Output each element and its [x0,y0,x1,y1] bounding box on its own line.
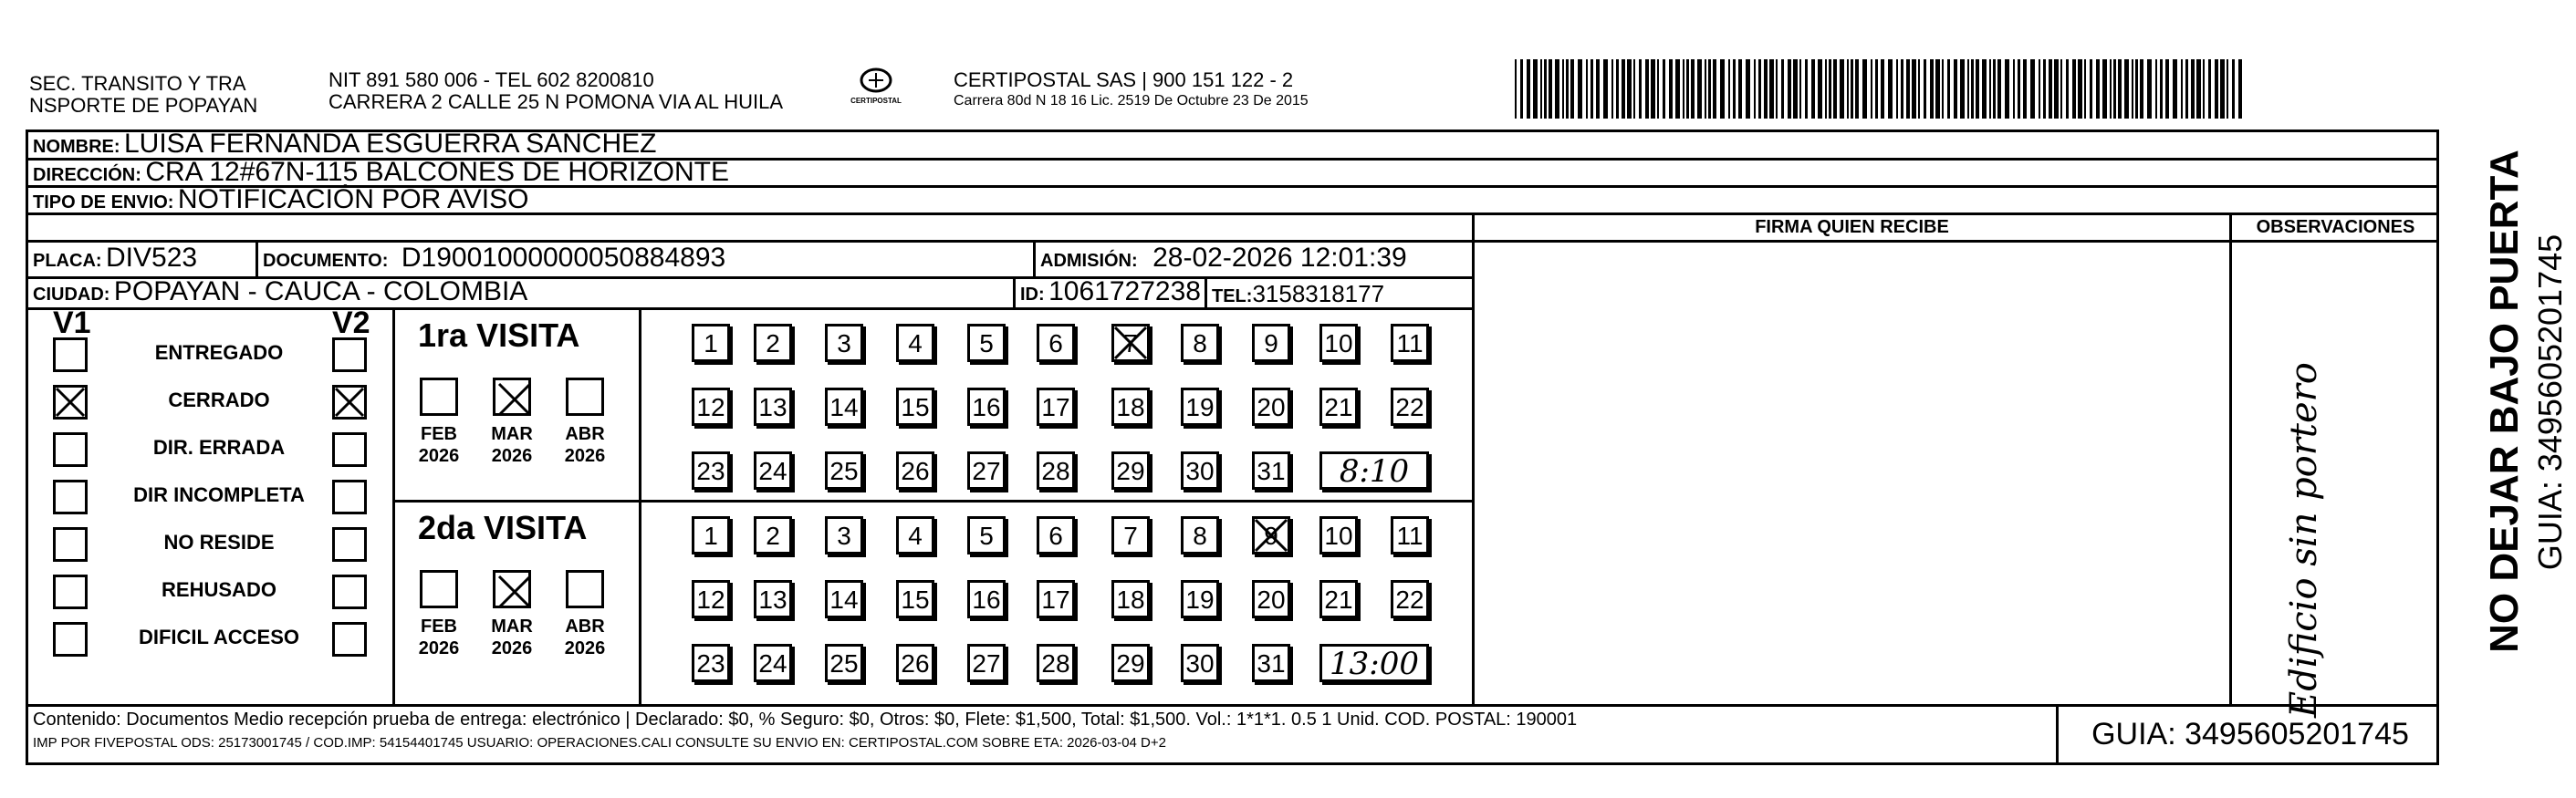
day-checkbox[interactable]: 6 [1037,516,1075,554]
barcode-bar [1669,59,1673,119]
month-name: MAR [491,617,533,637]
month-checkbox[interactable] [420,570,458,608]
v2-checkbox[interactable] [332,527,367,562]
barcode-bar [1805,59,1808,119]
tipo-value: NOTIFICACIÓN POR AVISO [177,184,529,214]
day-checkbox[interactable]: 7 [1111,516,1150,554]
placa-value: DIV523 [106,243,198,273]
admision-cell [1040,243,1407,274]
day-checkbox[interactable]: 5 [967,516,1006,554]
barcode-bar [1906,59,1910,119]
day-checkbox[interactable]: 9 [1252,516,1290,554]
v1-label: V1 [53,306,91,340]
footer-imp: IMP POR FIVEPOSTAL ODS: 25173001745 / COD.IMP: 54154401745 USUARIO: OPERACIONES.CALI CONSULTE SU ENVIO EN: CERTIPOSTAL.COM SOBRE ETA: 2026-03-04 D+2 [33,735,1166,751]
company-info [954,69,1465,111]
barcode-bar [1520,59,1523,119]
day-checkbox[interactable]: 8 [1181,324,1219,362]
firma-header: FIRMA QUIEN RECIBE [1755,217,1949,237]
barcode-bar [2215,59,2218,119]
barcode-bar [1544,59,1547,119]
barcode-bar [1942,59,1944,119]
barcode-bar [1901,59,1903,119]
day-checkbox[interactable]: 26 [896,644,934,682]
documento-cell [263,243,725,274]
barcode-bar [1881,59,1884,119]
barcode-bar [1720,59,1725,119]
address-line: CARRERA 2 CALLE 25 N POMONA VIA AL HUILA [329,90,784,113]
barcode-bar [1862,59,1867,119]
barcode-bar [1924,59,1926,119]
day-checkbox[interactable]: 25 [825,644,863,682]
tel-label: TEL: [1212,286,1253,306]
x-mark-icon [332,385,367,420]
barcode-bar [1611,59,1613,119]
barcode-bar [1708,59,1711,119]
day-checkbox[interactable]: 4 [896,516,934,554]
observation-handwriting [2231,243,2439,718]
day-checkbox[interactable]: 3 [825,324,863,362]
barcode-bar [1871,59,1872,119]
barcode-bar [1840,59,1844,119]
barcode-bar [1733,59,1736,119]
logo-text: CERTIPOSTAL [850,97,902,105]
day-checkbox[interactable]: 29 [1111,644,1150,682]
barcode-bar [1555,59,1559,119]
day-checkbox[interactable]: 11 [1391,324,1429,362]
admision-label: ADMISIÓN: [1040,251,1138,271]
barcode-bar [1954,59,1957,119]
barcode-bar [1590,59,1593,119]
month-name: ABR [565,617,605,637]
barcode-bar [2173,59,2177,119]
ciudad-value: POPAYAN - CAUCA - COLOMBIA [113,276,528,306]
status-label: CERRADO [168,389,270,411]
barcode-bar [2132,59,2133,119]
day-checkbox[interactable]: 17 [1037,388,1075,426]
month-checkbox[interactable] [420,378,458,416]
barcode-bar [1833,59,1837,119]
day-checkbox[interactable]: 15 [896,388,934,426]
barcode-bar [1515,59,1517,119]
barcode-bar [1738,59,1742,119]
agency-name [29,73,321,117]
day-checkbox[interactable]: 20 [1252,580,1290,618]
barcode-bar [1769,59,1774,119]
v1-checkbox[interactable] [53,622,88,657]
barcode-bar [1776,59,1778,119]
day-checkbox[interactable]: 1 [692,516,730,554]
barcode-bar [1596,59,1600,119]
side-text [2455,150,2573,666]
nombre-value: LUISA FERNANDA ESGUERRA SANCHEZ [124,129,657,159]
barcode-bar [1997,59,2001,119]
barcode-bar [2203,59,2205,119]
v2-checkbox[interactable] [332,385,367,420]
barcode-bar [2102,59,2107,119]
barcode-bar [2096,59,2100,119]
barcode-bar [1930,59,1934,119]
day-checkbox[interactable]: 9 [1252,324,1290,362]
barcode-bar [2135,59,2138,119]
tel-cell [1212,280,1384,308]
day-checkbox[interactable]: 27 [967,644,1006,682]
day-checkbox[interactable]: 22 [1391,388,1429,426]
status-label: DIR INCOMPLETA [133,483,305,506]
barcode-bar [1622,59,1625,119]
x-mark-icon [495,380,534,419]
day-checkbox[interactable]: 7 [1111,324,1150,362]
barcode-bar [2023,59,2027,119]
day-checkbox[interactable]: 29 [1111,451,1150,490]
barcode-bar [1875,59,1878,119]
barcode-bar [2030,59,2035,119]
day-checkbox[interactable]: 4 [896,324,934,362]
v2-checkbox[interactable] [332,622,367,657]
barcode-bar [2084,59,2086,119]
x-mark-icon [495,573,534,611]
x-mark-icon [1252,516,1290,554]
barcode-bar [1851,59,1853,119]
barcode [1515,59,2249,119]
ciudad-label: CIUDAD: [33,285,110,305]
month-year: 2026 [564,446,606,466]
day-checkbox[interactable]: 26 [896,451,934,490]
barcode-bar [1855,59,1859,119]
day-checkbox[interactable]: 2 [754,324,792,362]
id-label: ID: [1020,285,1045,305]
barcode-bar [2072,59,2076,119]
company-line: CERTIPOSTAL SAS | 900 151 122 - 2 [954,68,1294,91]
barcode-bar [2060,59,2062,119]
barcode-bar [2118,59,2122,119]
day-checkbox[interactable]: 13 [754,388,792,426]
barcode-bar [1935,59,1940,119]
placa-cell [33,243,197,274]
footer-contenido: Contenido: Documentos Medio recepción prueba de entrega: electrónico | Declarado: $0, % Seguro: $0, Otros: $0, Flete: $1,500, Total: $1,500. Vol.: 1*1*1. 0.5 1 Unid. COD. POSTAL: 190001 [33,710,1578,730]
barcode-bar [1533,59,1538,119]
day-checkbox[interactable]: 24 [754,644,792,682]
day-checkbox[interactable]: 19 [1181,580,1219,618]
v2-checkbox[interactable] [332,480,367,514]
barcode-bar [1683,59,1684,119]
v2-label: V2 [332,306,370,340]
day-checkbox[interactable]: 5 [967,324,1006,362]
day-checkbox[interactable]: 21 [1319,388,1358,426]
month-name: FEB [421,424,457,444]
id-cell [1020,276,1201,307]
side-guia: GUIA: 3495605201745 [2531,233,2569,571]
company-address: Carrera 80d N 18 16 Lic. 2519 De Octubre 23 De 2015 [954,93,1309,109]
barcode-bar [1793,59,1798,119]
barcode-bar [2124,59,2129,119]
v2-checkbox[interactable] [332,337,367,372]
barcode-bar [1549,59,1552,119]
barcode-bar [2005,59,2009,119]
direccion-row [33,157,729,188]
status-label: DIFICIL ACCESO [138,626,299,648]
barcode-bar [2160,59,2163,119]
barcode-bar [1982,59,1987,119]
barcode-bar [2013,59,2015,119]
barcode-bar [2049,59,2052,119]
barcode-bar [1586,59,1588,119]
month-year: 2026 [418,638,460,658]
month-year: 2026 [491,638,533,658]
day-checkbox[interactable]: 15 [896,580,934,618]
day-checkbox[interactable]: 14 [825,580,863,618]
id-value: 1061727238 [1048,276,1201,306]
month-name: ABR [565,424,605,444]
day-checkbox[interactable]: 20 [1252,388,1290,426]
barcode-bar [2113,59,2116,119]
visit-title: 2da VISITA [418,509,588,546]
status-label: REHUSADO [162,578,276,601]
day-checkbox[interactable]: 3 [825,516,863,554]
nombre-label: NOMBRE: [33,137,120,157]
barcode-bar [1754,59,1756,119]
barcode-bar [1527,59,1530,119]
barcode-bar [2147,59,2152,119]
day-checkbox[interactable]: 23 [692,644,730,682]
barcode-bar [1764,59,1768,119]
v1-checkbox[interactable] [53,527,88,562]
barcode-bar [2196,59,2201,119]
day-checkbox[interactable]: 2 [754,516,792,554]
day-checkbox[interactable]: 22 [1391,580,1429,618]
v1-checkbox[interactable] [53,337,88,372]
barcode-bar [1967,59,1969,119]
status-label: ENTREGADO [154,341,284,364]
barcode-bar [1566,59,1569,119]
day-checkbox[interactable]: 10 [1319,516,1358,554]
nombre-row [33,129,656,158]
direccion-label: DIRECCIÓN: [33,165,141,185]
barcode-bar [1728,59,1730,119]
status-label: NO RESIDE [163,531,275,554]
tipo-label: TIPO DE ENVIO: [33,192,174,212]
barcode-bar [2185,59,2188,119]
v2-checkbox[interactable] [332,575,367,609]
agency-contact [329,69,840,113]
barcode-bar [1627,59,1632,119]
day-checkbox[interactable]: 16 [967,388,1006,426]
placa-label: PLACA: [33,251,102,271]
barcode-bar [1993,59,1996,119]
barcode-bar [2140,59,2143,119]
barcode-bar [1675,59,1680,119]
barcode-bar [1918,59,1920,119]
barcode-bar [2090,59,2092,119]
day-checkbox[interactable]: 12 [692,580,730,618]
barcode-bar [2043,59,2046,119]
day-checkbox[interactable]: 24 [754,451,792,490]
barcode-bar [1896,59,1898,119]
barcode-bar [1663,59,1665,119]
month-checkbox[interactable] [566,570,604,608]
barcode-bar [1989,59,1991,119]
status-label: DIR. ERRADA [152,436,286,459]
observaciones-header: OBSERVACIONES [2256,217,2415,237]
barcode-bar [1705,59,1706,119]
day-checkbox[interactable]: 14 [825,388,863,426]
barcode-bar [1947,59,1950,119]
barcode-bar [2054,59,2059,119]
barcode-bar [1616,59,1619,119]
admision-value: 28-02-2026 12:01:39 [1152,243,1407,273]
barcode-bar [2220,59,2225,119]
barcode-bar [1570,59,1574,119]
barcode-bar [1758,59,1761,119]
v1-checkbox[interactable] [53,575,88,609]
barcode-bar [1540,59,1542,119]
v2-checkbox[interactable] [332,432,367,467]
barcode-bar [1697,59,1702,119]
barcode-bar [1912,59,1916,119]
barcode-bar [1818,59,1822,119]
barcode-bar [1811,59,1815,119]
barcode-bar [1578,59,1582,119]
month-checkbox[interactable] [493,570,531,608]
documento-value: D19001000000050884893 [401,243,726,273]
day-checkbox[interactable]: 6 [1037,324,1075,362]
x-mark-icon [1111,324,1150,362]
barcode-bar [2039,59,2040,119]
day-checkbox[interactable]: 1 [692,324,730,362]
barcode-bar [1829,59,1831,119]
day-checkbox[interactable]: 21 [1319,580,1358,618]
barcode-bar [1645,59,1649,119]
month-name: FEB [421,617,457,637]
barcode-bar [2110,59,2112,119]
agency-line1: SEC. TRANSITO Y TRA [29,72,246,95]
day-checkbox[interactable]: 28 [1037,451,1075,490]
visit-hour-field[interactable]: 13:00 [1319,644,1429,682]
barcode-bar [2208,59,2211,119]
barcode-bar [1713,59,1716,119]
day-checkbox[interactable]: 28 [1037,644,1075,682]
barcode-bar [1639,59,1642,119]
day-checkbox[interactable]: 19 [1181,388,1219,426]
barcode-bar [1633,59,1635,119]
day-checkbox[interactable]: 16 [967,580,1006,618]
day-checkbox[interactable]: 12 [692,388,730,426]
direccion-value: CRA 12#67N-115 BALCONES DE HORIZONTE [145,157,729,187]
barcode-bar [2155,59,2157,119]
barcode-bar [2227,59,2228,119]
month-name: MAR [491,424,533,444]
barcode-bar [2066,59,2069,119]
barcode-bar [1562,59,1564,119]
barcode-bar [1960,59,1965,119]
documento-label: DOCUMENTO: [263,251,389,271]
day-checkbox[interactable]: 17 [1037,580,1075,618]
barcode-bar [1825,59,1827,119]
day-checkbox[interactable]: 18 [1111,580,1150,618]
day-checkbox[interactable]: 11 [1391,516,1429,554]
barcode-bar [2191,59,2195,119]
barcode-bar [2232,59,2235,119]
barcode-bar [1651,59,1655,119]
visit-title: 1ra VISITA [418,316,580,354]
day-checkbox[interactable]: 23 [692,451,730,490]
barcode-bar [1686,59,1689,119]
barcode-bar [1746,59,1750,119]
barcode-bar [1888,59,1893,119]
barcode-bar [1603,59,1608,119]
day-checkbox[interactable]: 13 [754,580,792,618]
tel-value: 3158318177 [1252,280,1385,307]
footer-guia: GUIA: 3495605201745 [2091,717,2409,751]
day-checkbox[interactable]: 10 [1319,324,1358,362]
month-checkbox[interactable] [566,378,604,416]
day-checkbox[interactable]: 8 [1181,516,1219,554]
barcode-bar [1799,59,1801,119]
barcode-bar [2165,59,2169,119]
x-mark-icon [53,385,88,420]
barcode-bar [2181,59,2183,119]
day-checkbox[interactable]: 18 [1111,388,1150,426]
month-year: 2026 [491,446,533,466]
v1-checkbox[interactable] [53,432,88,467]
barcode-bar [2238,59,2242,119]
barcode-bar [1691,59,1695,119]
barcode-bar [1971,59,1974,119]
agency-line2: NSPORTE DE POPAYAN [29,94,258,117]
visit-hour-field[interactable]: 8:10 [1319,451,1429,490]
day-checkbox[interactable]: 30 [1181,451,1219,490]
barcode-bar [1781,59,1784,119]
barcode-bar [1788,59,1791,119]
v1-checkbox[interactable] [53,480,88,514]
day-checkbox[interactable]: 31 [1252,451,1290,490]
barcode-bar [1847,59,1849,119]
month-checkbox[interactable] [493,378,531,416]
tipo-row [33,184,528,215]
certipostal-logo [844,64,908,109]
barcode-bar [2018,59,2020,119]
side-warning: NO DEJAR BAJO PUERTA [2482,150,2527,653]
day-checkbox[interactable]: 31 [1252,644,1290,682]
barcode-bar [1976,59,1979,119]
barcode-bar [1657,59,1659,119]
ciudad-cell [33,276,527,307]
day-checkbox[interactable]: 30 [1181,644,1219,682]
v1-checkbox[interactable] [53,385,88,420]
day-checkbox[interactable]: 27 [967,451,1006,490]
nit-line: NIT 891 580 006 - TEL 602 8200810 [329,68,654,91]
month-year: 2026 [564,638,606,658]
barcode-bar [2078,59,2082,119]
observation-text: Edificio sin portero [2283,362,2325,718]
month-year: 2026 [418,446,460,466]
day-checkbox[interactable]: 25 [825,451,863,490]
